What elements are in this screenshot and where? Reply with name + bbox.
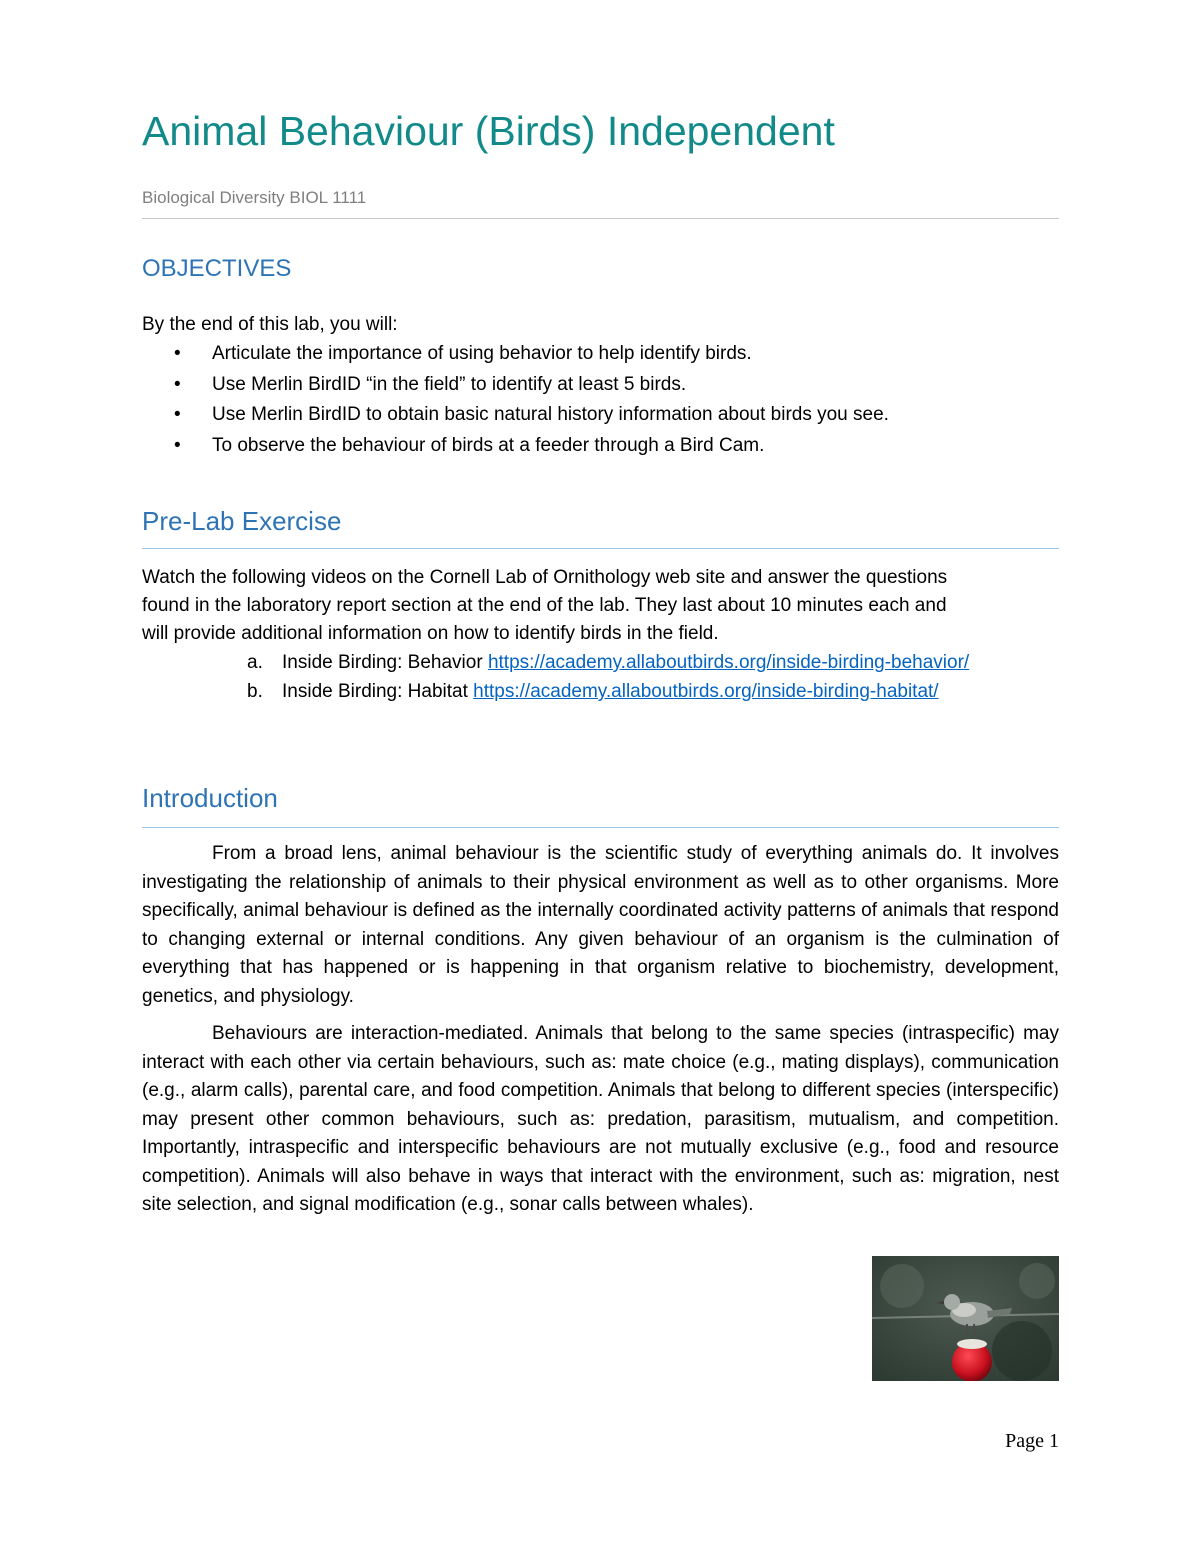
objective-item (142, 370, 889, 401)
objectives-intro: By the end of this lab, you will: (142, 314, 398, 335)
mockingbird-photo (872, 1256, 1059, 1381)
introduction-divider (142, 827, 1059, 828)
objectives-heading: OBJECTIVES (142, 255, 292, 282)
document-subtitle: Biological Diversity BIOL 1111 (142, 188, 367, 207)
page-number: Page 1 (1005, 1430, 1059, 1452)
list-marker: a. (247, 652, 263, 673)
video-item-habitat (142, 677, 1200, 706)
bird-on-feeder-image (872, 1256, 1059, 1381)
introduction-paragraph-2: Behaviours are interaction-mediated. Animals that belong to the same species (intraspecific) may interact with each other via certain behaviours, such as: mate choice (e.g., mating displays), communication (e.g., alarm calls), parental care, and food competition. Animals that belong to different species (interspecific) may present other common behaviours, such as: predation, parasitism, mutualism, and competition. Importantly, intraspecific and interspecific behaviours are not mutually exclusive (e.g., food and resource competition). Animals will also behave in ways that interact with the environment, such as: migration, nest site selection, and signal modification (e.g., sonar calls between whales). (142, 1023, 1059, 1215)
objectives-list (142, 339, 889, 461)
document-page (142, 0, 1059, 1553)
objective-text: Use Merlin BirdID “in the field” to identify at least 5 birds. (212, 373, 687, 395)
bullet-icon: • (174, 434, 181, 456)
behavior-video-link[interactable]: https://academy.allaboutbirds.org/inside-birding-behavior/ (487, 652, 970, 673)
prelab-divider (142, 548, 1059, 549)
video-label: Inside Birding: Behavior (282, 652, 483, 673)
objective-item (142, 431, 889, 462)
objective-text: To observe the behaviour of birds at a feeder through a Bird Cam. (212, 434, 765, 456)
prelab-text-line-3: will provide additional information on how to identify birds in the field. (142, 623, 719, 644)
document-title: Animal Behaviour (Birds) Independent (142, 108, 835, 154)
introduction-paragraph-1: From a broad lens, animal behaviour is the scientific study of everything animals do. It involves investigating the relationship of animals to their physical environment as well as to other organisms. More specifically, animal behaviour is defined as the internally coordinated activity patterns of animals that respond to changing external or internal conditions. Any given behaviour of an organism is the culmination of everything that has happened or is happening in that organism relative to biochemistry, development, genetics, and physiology. (142, 843, 1059, 1007)
bullet-icon: • (174, 343, 181, 364)
introduction-heading: Introduction (142, 783, 278, 813)
video-list (142, 648, 1200, 706)
bullet-icon: • (174, 404, 181, 425)
objective-text: Articulate the importance of using behavior to help identify birds. (212, 343, 752, 364)
list-marker: b. (247, 681, 263, 702)
prelab-text-line-1: Watch the following videos on the Cornell Lab of Ornithology web site and answer the questions (142, 567, 948, 588)
bullet-icon: • (174, 373, 181, 395)
title-divider (142, 218, 1059, 219)
objective-text: Use Merlin BirdID to obtain basic natural history information about birds you see. (212, 404, 889, 425)
prelab-text-line-2: found in the laboratory report section at the end of the lab. They last about 10 minutes each and (142, 595, 947, 616)
video-label: Inside Birding: Habitat (282, 681, 468, 702)
habitat-video-link[interactable]: https://academy.allaboutbirds.org/inside-birding-habitat/ (473, 681, 939, 702)
objective-item (142, 400, 889, 431)
prelab-heading: Pre-Lab Exercise (142, 506, 342, 536)
objective-item (142, 339, 889, 370)
video-item-behavior (142, 648, 992, 677)
